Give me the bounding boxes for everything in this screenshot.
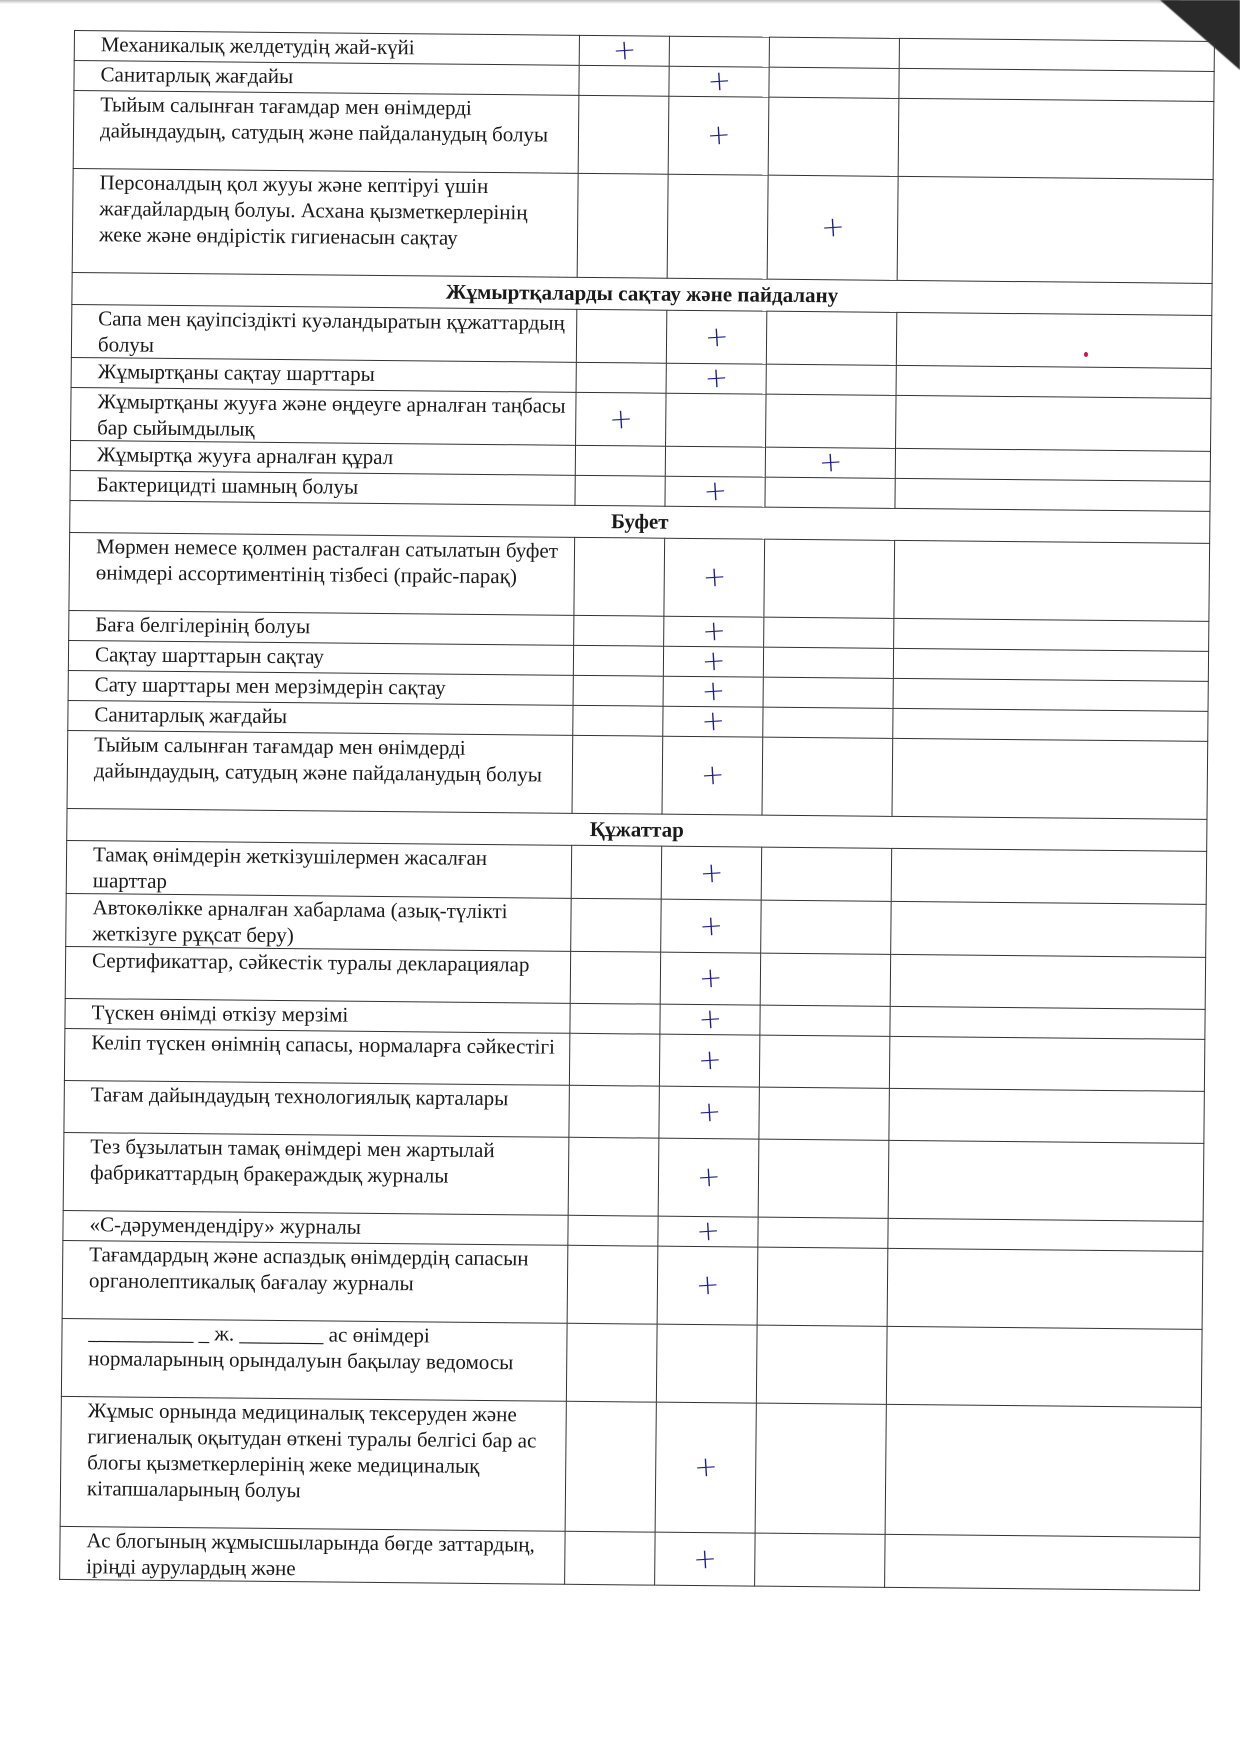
criterion-text: Жұмыс орнында медициналық тексеруден және гигиеналық оқытудан өткені туралы белгісі бар ас блогы қызметкерлерінің жеке медициналық кітапшаларының болуы [60, 1396, 566, 1531]
mark-cell-col-3[interactable] [769, 67, 899, 98]
mark-cell-col-4[interactable] [899, 68, 1214, 101]
handwritten-plus-mark: + [698, 907, 724, 943]
mark-cell-col-4[interactable] [886, 1326, 1202, 1407]
mark-cell-col-2[interactable] [663, 673, 763, 708]
handwritten-plus-mark: + [700, 673, 726, 708]
mark-cell-col-2[interactable] [660, 1001, 760, 1036]
mark-cell-col-1[interactable] [573, 705, 663, 736]
mark-cell-col-3[interactable] [764, 617, 894, 648]
mark-cell-col-4[interactable] [887, 1248, 1203, 1329]
criterion-text: Жұмыртқа жууға арналған құрал [70, 440, 575, 475]
mark-cell-col-2[interactable] [655, 1402, 756, 1533]
mark-cell-col-1[interactable] [573, 645, 663, 676]
section-title: Құжаттар [67, 808, 1207, 851]
mark-cell-col-3[interactable] [766, 311, 897, 365]
checklist-row [60, 1396, 1201, 1537]
handwritten-plus-mark: + [696, 1094, 722, 1129]
mark-cell-col-3[interactable] [759, 1087, 889, 1140]
criterion-text: Жұмыртқаны сақтау шарттары [71, 357, 576, 392]
mark-cell-col-2[interactable] [665, 446, 765, 477]
mark-cell-col-3[interactable] [766, 394, 897, 448]
handwritten-plus-mark: + [692, 1540, 718, 1576]
handwritten-plus-mark: + [703, 360, 729, 395]
mark-cell-col-1[interactable] [571, 898, 662, 952]
mark-cell-col-4[interactable] [888, 1218, 1203, 1251]
mark-cell-col-3[interactable] [763, 677, 893, 708]
mark-cell-col-2[interactable] [656, 1324, 757, 1403]
mark-cell-col-1[interactable] [568, 1215, 658, 1246]
criterion-text: Келіп түскен өнімнің сапасы, нормаларға сәйкестігі [64, 1028, 569, 1085]
mark-cell-col-3[interactable] [764, 539, 895, 618]
handwritten-plus-mark: + [700, 643, 727, 678]
mark-cell-col-4[interactable] [893, 708, 1208, 741]
handwritten-plus-mark: + [706, 63, 732, 98]
mark-cell-col-3[interactable] [763, 647, 893, 678]
mark-cell-col-2[interactable] [657, 1246, 758, 1325]
inspection-checklist-table [59, 30, 1215, 1591]
mark-cell-col-2[interactable] [669, 63, 769, 98]
checklist-row [62, 1240, 1203, 1329]
mark-cell-col-3[interactable] [765, 477, 895, 508]
criterion-text: Сертификаттар, сәйкестік туралы декларациялар [65, 946, 570, 1003]
mark-cell-col-2[interactable] [669, 36, 769, 67]
criterion-text: Сату шарттары мен мерзімдерін сақтау [68, 670, 573, 705]
mark-cell-col-1[interactable] [574, 537, 665, 616]
scan-top-edge [0, 0, 1180, 4]
criterion-text: Түскен өнімді өткізу мерзімі [65, 998, 570, 1033]
criterion-text: Тыйым салынған тағамдар мен өнімдерді дайындаудың, сатудың және пайдаланудың болуы [67, 730, 573, 813]
mark-cell-col-4[interactable] [895, 478, 1210, 511]
criterion-text: Механикалық желдетудің жай-күйі [74, 31, 579, 66]
mark-cell-col-4[interactable] [894, 618, 1209, 651]
mark-cell-col-2[interactable] [658, 1138, 759, 1217]
criterion-text: Персоналдың қол жууы және кептіруі үшін жағдайлардың болуы. Асхана қызметкерлерінің жеке және өндірістік гигиенасын сақтау [72, 168, 578, 277]
criterion-text: Сақтау шарттарын сақтау [68, 640, 573, 675]
mark-cell-col-2[interactable] [666, 310, 767, 364]
checklist-row [61, 1318, 1202, 1407]
mark-cell-col-2[interactable] [664, 538, 765, 617]
mark-cell-col-4[interactable] [888, 1140, 1204, 1221]
mark-cell-col-1[interactable] [569, 1033, 659, 1086]
handwritten-plus-mark: + [695, 1159, 722, 1194]
mark-cell-col-3[interactable] [762, 737, 893, 816]
handwritten-plus-mark: + [698, 854, 725, 890]
mark-cell-col-1[interactable] [568, 1137, 659, 1216]
mark-cell-col-3[interactable] [767, 175, 898, 280]
mark-cell-col-2[interactable] [663, 703, 763, 738]
mark-cell-col-2[interactable] [661, 846, 762, 900]
mark-cell-col-1[interactable] [573, 675, 663, 706]
mark-cell-col-4[interactable] [897, 176, 1213, 283]
section-title: Буфет [70, 500, 1210, 543]
handwritten-plus-mark: + [819, 209, 846, 244]
mark-cell-col-4[interactable] [895, 448, 1210, 481]
mark-cell-col-2[interactable] [668, 96, 769, 175]
mark-cell-col-1[interactable] [575, 445, 665, 476]
handwritten-plus-mark: + [817, 444, 844, 479]
mark-cell-col-4[interactable] [885, 1534, 1200, 1590]
mark-cell-col-4[interactable] [891, 848, 1206, 904]
mark-cell-col-3[interactable] [759, 1035, 889, 1088]
handwritten-plus-mark: + [702, 473, 728, 508]
mark-cell-col-4[interactable] [896, 312, 1211, 368]
criterion-text: Санитарлық жағдайы [68, 700, 573, 735]
mark-cell-col-4[interactable] [891, 901, 1206, 957]
mark-cell-col-2[interactable] [661, 899, 762, 953]
checklist-row [72, 168, 1213, 283]
mark-cell-col-1[interactable] [577, 173, 668, 278]
mark-cell-col-1[interactable] [574, 615, 664, 646]
checklist-row [67, 730, 1208, 819]
handwritten-plus-mark: + [701, 559, 727, 594]
mark-cell-col-3[interactable] [763, 707, 893, 738]
mark-cell-col-2[interactable] [659, 1034, 759, 1087]
checklist-body [60, 31, 1215, 1591]
handwritten-plus-mark: + [695, 1213, 721, 1248]
mark-cell-col-1[interactable] [565, 1531, 656, 1585]
criterion-text: Сапа мен қауіпсіздікті куәландыратын құжаттардың болуы [71, 304, 576, 362]
mark-cell-col-4[interactable] [889, 1088, 1204, 1143]
mark-cell-col-4[interactable] [893, 678, 1208, 711]
mark-cell-col-1[interactable] [579, 65, 669, 96]
mark-cell-col-4[interactable] [896, 365, 1211, 398]
mark-cell-col-2[interactable] [666, 360, 766, 395]
handwritten-plus-mark: + [694, 1267, 721, 1302]
criterion-text: Тағам дайындаудың технологиялық карталары [64, 1080, 569, 1137]
mark-cell-col-1[interactable] [571, 845, 662, 899]
mark-cell-col-1[interactable] [570, 951, 660, 1004]
mark-cell-col-3[interactable] [768, 97, 899, 176]
mark-cell-col-4[interactable] [896, 395, 1211, 451]
mark-cell-col-3[interactable] [761, 900, 892, 954]
checklist-row [60, 1526, 1200, 1590]
mark-cell-col-1[interactable] [567, 1245, 658, 1324]
handwritten-plus-mark: + [705, 117, 732, 152]
handwritten-plus-mark: + [692, 1449, 719, 1484]
mark-cell-col-3[interactable] [765, 444, 895, 479]
mark-cell-col-4[interactable] [890, 954, 1205, 1009]
mark-cell-col-2[interactable] [666, 393, 767, 447]
mark-cell-col-4[interactable] [889, 1036, 1204, 1091]
mark-cell-col-2[interactable] [659, 1086, 759, 1139]
checklist-row [63, 1132, 1204, 1221]
mark-cell-col-1[interactable] [565, 1401, 656, 1532]
criterion-text: Мөрмен немесе қолмен расталған сатылатын буфет өнімдері ассортиментінің тізбесі (прайс-парақ) [69, 532, 575, 615]
criterion-text: Бактерицидті шамның болуы [70, 470, 575, 505]
section-title: Жұмыртқаларды сақтау және пайдалану [72, 272, 1212, 315]
checklist-row [73, 91, 1214, 180]
criterion-text: Тамақ өнімдерін жеткізушілермен жасалған шарттар [66, 840, 571, 898]
mark-cell-col-1[interactable] [569, 1085, 659, 1138]
criterion-text: Жұмыртқаны жууға және өңдеуге арналған таңбасы бар сыйымдылық [71, 387, 576, 445]
mark-cell-col-3[interactable] [758, 1139, 889, 1218]
mark-cell-col-3[interactable] [761, 847, 892, 901]
criterion-text: Тыйым салынған тағамдар мен өнімдерді дайындаудың, сатудың және пайдаланудың болуы [73, 91, 579, 174]
criterion-text: «С-дәрумендендіру» журналы [63, 1210, 568, 1245]
mark-cell-col-3[interactable] [760, 1005, 890, 1036]
mark-cell-col-1[interactable] [566, 1323, 657, 1402]
mark-cell-col-1[interactable] [579, 32, 669, 67]
criterion-text: Ас блогының жұмысшыларында бөгде заттардың, іріңді аурулардың және [60, 1526, 565, 1584]
mark-cell-col-3[interactable] [758, 1217, 888, 1248]
handwritten-plus-mark: + [696, 1042, 723, 1077]
criterion-text: Баға белгілерінің болуы [69, 610, 574, 645]
mark-cell-col-1[interactable] [576, 362, 666, 393]
mark-cell-col-4[interactable] [898, 98, 1214, 179]
mark-cell-col-4[interactable] [894, 540, 1210, 621]
mark-cell-col-1[interactable] [572, 735, 663, 814]
handwritten-plus-mark: + [703, 319, 730, 354]
handwritten-plus-mark: + [700, 703, 726, 738]
mark-cell-col-2[interactable] [662, 736, 763, 815]
mark-cell-col-2[interactable] [665, 473, 765, 508]
mark-cell-col-2[interactable] [655, 1532, 756, 1586]
mark-cell-col-2[interactable] [663, 643, 763, 678]
mark-cell-col-1[interactable] [576, 309, 667, 363]
handwritten-plus-mark: + [701, 613, 727, 648]
mark-cell-col-2[interactable] [664, 613, 764, 648]
mark-cell-col-3[interactable] [766, 364, 896, 395]
handwritten-plus-mark: + [611, 32, 638, 67]
mark-cell-col-4[interactable] [893, 648, 1208, 681]
mark-cell-col-1[interactable] [578, 95, 669, 174]
handwritten-plus-mark: + [699, 757, 726, 792]
mark-cell-col-3[interactable] [755, 1533, 886, 1587]
mark-cell-col-1[interactable] [575, 475, 665, 506]
handwritten-plus-mark: + [697, 960, 724, 995]
mark-cell-col-3[interactable] [769, 37, 899, 68]
mark-cell-col-4[interactable] [890, 1006, 1205, 1039]
mark-cell-col-4[interactable] [899, 38, 1214, 71]
mark-cell-col-4[interactable] [892, 738, 1208, 819]
handwritten-plus-mark: + [608, 401, 634, 436]
mark-cell-col-3[interactable] [757, 1247, 888, 1326]
mark-cell-col-1[interactable] [570, 1003, 660, 1034]
mark-cell-col-3[interactable] [755, 1403, 886, 1534]
mark-cell-col-3[interactable] [756, 1325, 887, 1404]
criterion-text: __________ _ ж. ________ ас өнімдері нормаларының орындалуын бақылау ведомосы [61, 1318, 567, 1401]
checklist-row [69, 532, 1210, 621]
criterion-text: Санитарлық жағдайы [74, 61, 579, 96]
mark-cell-col-2[interactable] [658, 1213, 758, 1248]
mark-cell-col-1[interactable] [576, 392, 667, 446]
mark-cell-col-4[interactable] [885, 1404, 1201, 1537]
criterion-text: Тағамдардың және аспаздық өнімдердің сапасын органолептикалық бағалау журналы [62, 1240, 568, 1323]
criterion-text: Тез бұзылатын тамақ өнімдері мен жартылай фабрикаттардың бракераждық журналы [63, 1132, 569, 1215]
criterion-text: Автокөлікке арналған хабарлама (азық-түлікті жеткізуге рұқсат беру) [66, 893, 571, 951]
handwritten-plus-mark: + [697, 1001, 723, 1036]
mark-cell-col-3[interactable] [760, 953, 890, 1006]
mark-cell-col-2[interactable] [660, 952, 760, 1005]
mark-cell-col-2[interactable] [667, 174, 768, 279]
